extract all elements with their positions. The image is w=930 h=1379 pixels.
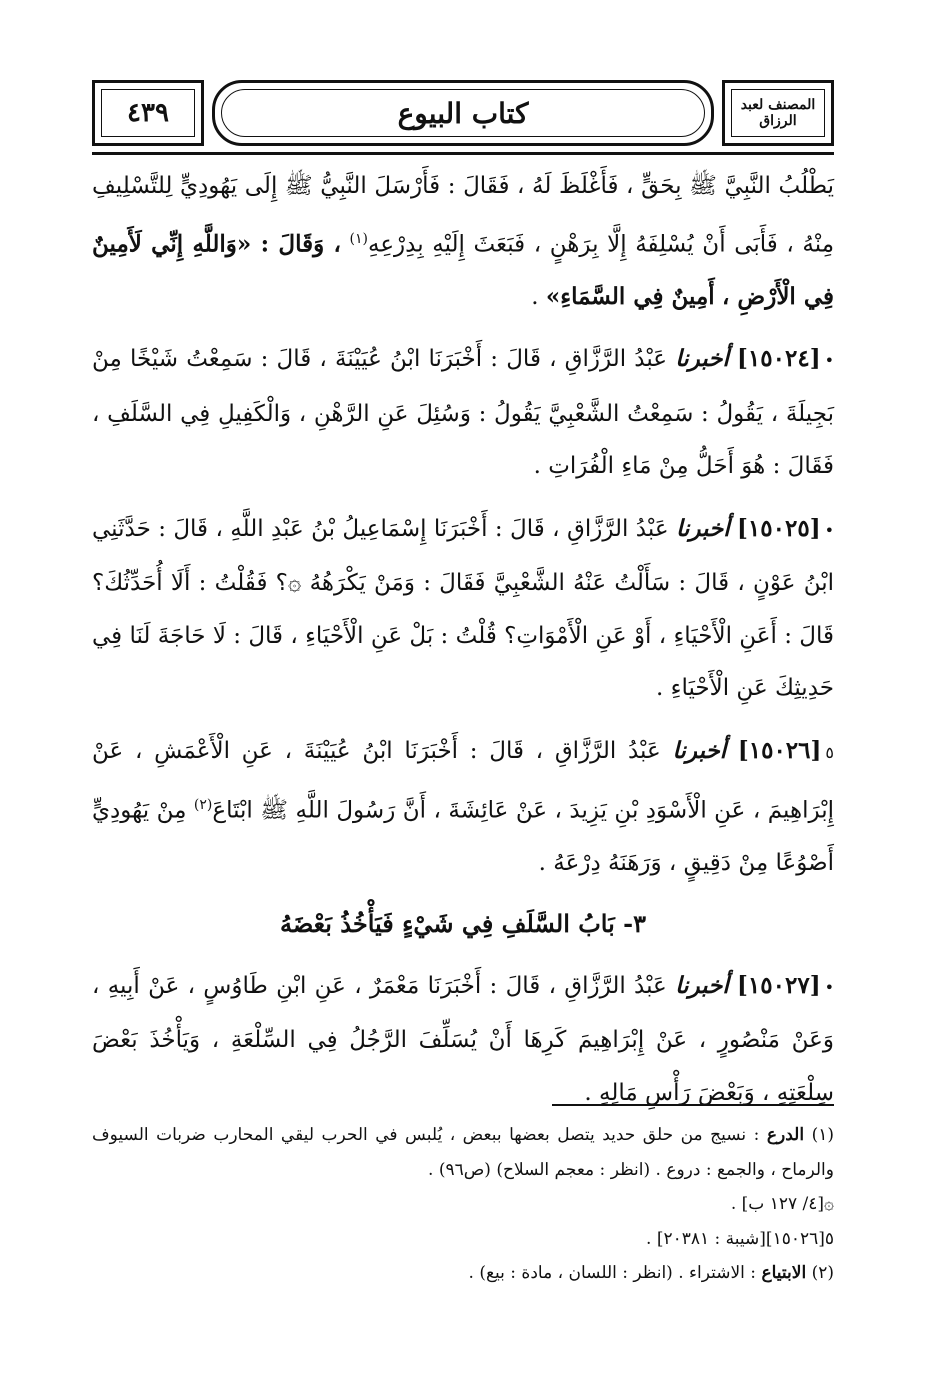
footnote-text: : الاشتراء . (انظر : اللسان ، مادة : بيع) . [468, 1263, 757, 1283]
footnotes [92, 1118, 834, 1291]
hadith-number: [١٥٠٢٦] [737, 736, 822, 764]
bullet-marker: • [824, 520, 835, 540]
akhbarana-label: أخبرنا [672, 736, 727, 764]
hadith-text-b: مِنْ يَهُودِيٍّ أَصْوُعًا مِنْ دَقِيقٍ ، وَرَهَنَهُ دِرْعَهُ . [92, 797, 834, 877]
book-title: كتاب البيوع [397, 96, 529, 130]
hadith-text-a: عَبْدُ الرَّزَّاقِ ، قَالَ : أَخْبَرَنَا ابْنُ عُيَيْنَةَ ، عَنِ الْأَعْمَشِ ، عَنْ إِبْرَاهِيمَ ، عَنِ الْأَسْوَدِ بْنِ يَزِيدَ ، عَنْ عَائِشَةَ ، أَنَّ رَسُولَ اللَّهِ ﷺ ابْتَاعَ [92, 737, 834, 824]
hadith-15027 [92, 960, 834, 1120]
header-divider [92, 152, 834, 155]
intro-line-end: . [531, 283, 546, 310]
page-header [92, 80, 834, 150]
footnote-mark-1[interactable]: (١) [349, 230, 368, 247]
footnote-term: الدرع [766, 1125, 805, 1145]
chapter-heading: ٣- بَابُ السَّلَفِ فِي شَيْءٍ فَيَأْخُذُ بَعْضَهُ [279, 908, 647, 938]
footnote-2 [92, 1256, 834, 1291]
hadith-15026 [92, 725, 834, 890]
akhbarana-label: أخبرنا [675, 345, 729, 373]
manuscript-note: ۞[٤/ ١٢٧ ب] . [730, 1194, 834, 1214]
intro-line-2: فَأَبَى أَنْ يُسْلِفَهُ إِلَّا بِرَهْنٍ ، فَبَعَثَ إِلَيْهِ بِدِرْعِهِ [368, 231, 778, 258]
title-cartouche [212, 80, 714, 146]
footnote-number: (٢) [811, 1263, 834, 1283]
source-note: ٥[١٥٠٢٦][شيبة : ٢٠٣٨١] . [646, 1228, 834, 1249]
main-text [92, 160, 834, 1129]
page-number: ٤٣٩ [127, 98, 169, 128]
emblem-box [722, 80, 834, 146]
bullet-marker: • [824, 351, 835, 371]
page-number-box [92, 80, 204, 146]
hadith-15024 [92, 333, 834, 493]
intro-paragraph [92, 160, 834, 323]
hadith-number: [١٥٠٢٧] [737, 971, 821, 999]
hadith-text: عَبْدُ الرَّزَّاقِ ، قَالَ : أَخْبَرَنَا إِسْمَاعِيلُ بْنُ عَبْدِ اللَّهِ ، قَالَ : حَدَّثَنِي ابْنُ عَوْنٍ ، قَالَ : سَأَلْتُ عَنْهُ الشَّعْبِيَّ فَقَالَ : وَمَنْ يَكْرَهُهُ ۞؟ فَقُلْتُ : أَلَا أُحَدِّثُكَ؟ قَالَ : أَعَنِ الْأَحْيَاءِ ، أَوْ عَنِ الْأَمْوَاتِ؟ قُلْتُ : بَلْ عَنِ الْأَحْيَاءِ ، قَالَ : لَا حَاجَةَ لَنَا فِي حَدِيثِكَ عَنِ الْأَحْيَاءِ . [92, 515, 834, 702]
footnote-mark-2[interactable]: (٢) [193, 797, 213, 814]
footnote-term: الابتياع [761, 1263, 807, 1283]
footnote-text: : نسيج من حلق حديد يتصل بعضها ببعض ، يُلبس في الحرب ليقي المحارب ضربات السيوف والرماح ، والجمع : دروع . (انظر : معجم السلاح) (ص٩٦) . [92, 1125, 834, 1180]
intro-line-1: يَطْلُبُ النَّبِيَّ ﷺ بِحَقٍّ ، فَأَغْلَظَ لَهُ ، فَقَالَ : فَأَرْسَلَ النَّبِيُّ ﷺ إِلَى يَهُودِيٍّ لِلتَّسْلِيفِ مِنْهُ ، [92, 173, 835, 258]
intro-line-4: أَمِينٌ فِي السَّمَاءِ» [545, 282, 715, 310]
bullet-marker: • [824, 977, 835, 997]
hadith-15025 [92, 503, 834, 715]
hadith-text: عَبْدُ الرَّزَّاقِ ، قَالَ : أَخْبَرَنَا ابْنُ عُيَيْنَةَ ، قَالَ : سَمِعْتُ شَيْخًا مِنْ بَجِيلَةَ ، يَقُولُ : سَمِعْتُ الشَّعْبِيَّ يَقُولُ : وَسُئِلَ عَنِ الرَّهْنِ ، وَالْكَفِيلِ فِي السَّلَفِ ، فَقَالَ : هُوَ أَحَلُّ مِنْ مَاءِ الْفُرَاتِ . [92, 346, 834, 480]
intro-line-3: ، وَقَالَ : «وَاللَّهِ إِنِّي لَأَمِينٌ فِي الْأَرْضِ ، [92, 230, 834, 310]
footnote-number: (١) [811, 1125, 834, 1145]
footnote-1 [92, 1118, 834, 1187]
footnote-divider [552, 1104, 834, 1106]
hadith-text: عَبْدُ الرَّزَّاقِ ، قَالَ : أَخْبَرَنَا مَعْمَرٌ ، عَنِ ابْنِ طَاوُسٍ ، عَنْ أَبِيهِ ، وَعَنْ مَنْصُورٍ ، عَنْ إِبْرَاهِيمَ كَرِهَا أَنْ يُسَلِّفَ الرَّجُلُ فِي السِّلْعَةِ ، وَيَأْخُذَ بَعْضَ سِلْعَتِهِ ، وَبَعْضَ رَأْسِ مَالِهِ . [92, 972, 834, 1106]
hadith-number: [١٥٠٢٥] [737, 514, 821, 542]
publisher-emblem: المصنف لعبد الرزاق [740, 97, 816, 129]
akhbarana-label: أخبرنا [675, 514, 730, 542]
hadith-number: [١٥٠٢٤] [737, 345, 821, 373]
circle-marker: ٥ [825, 742, 835, 762]
akhbarana-label: أخبرنا [675, 971, 729, 999]
